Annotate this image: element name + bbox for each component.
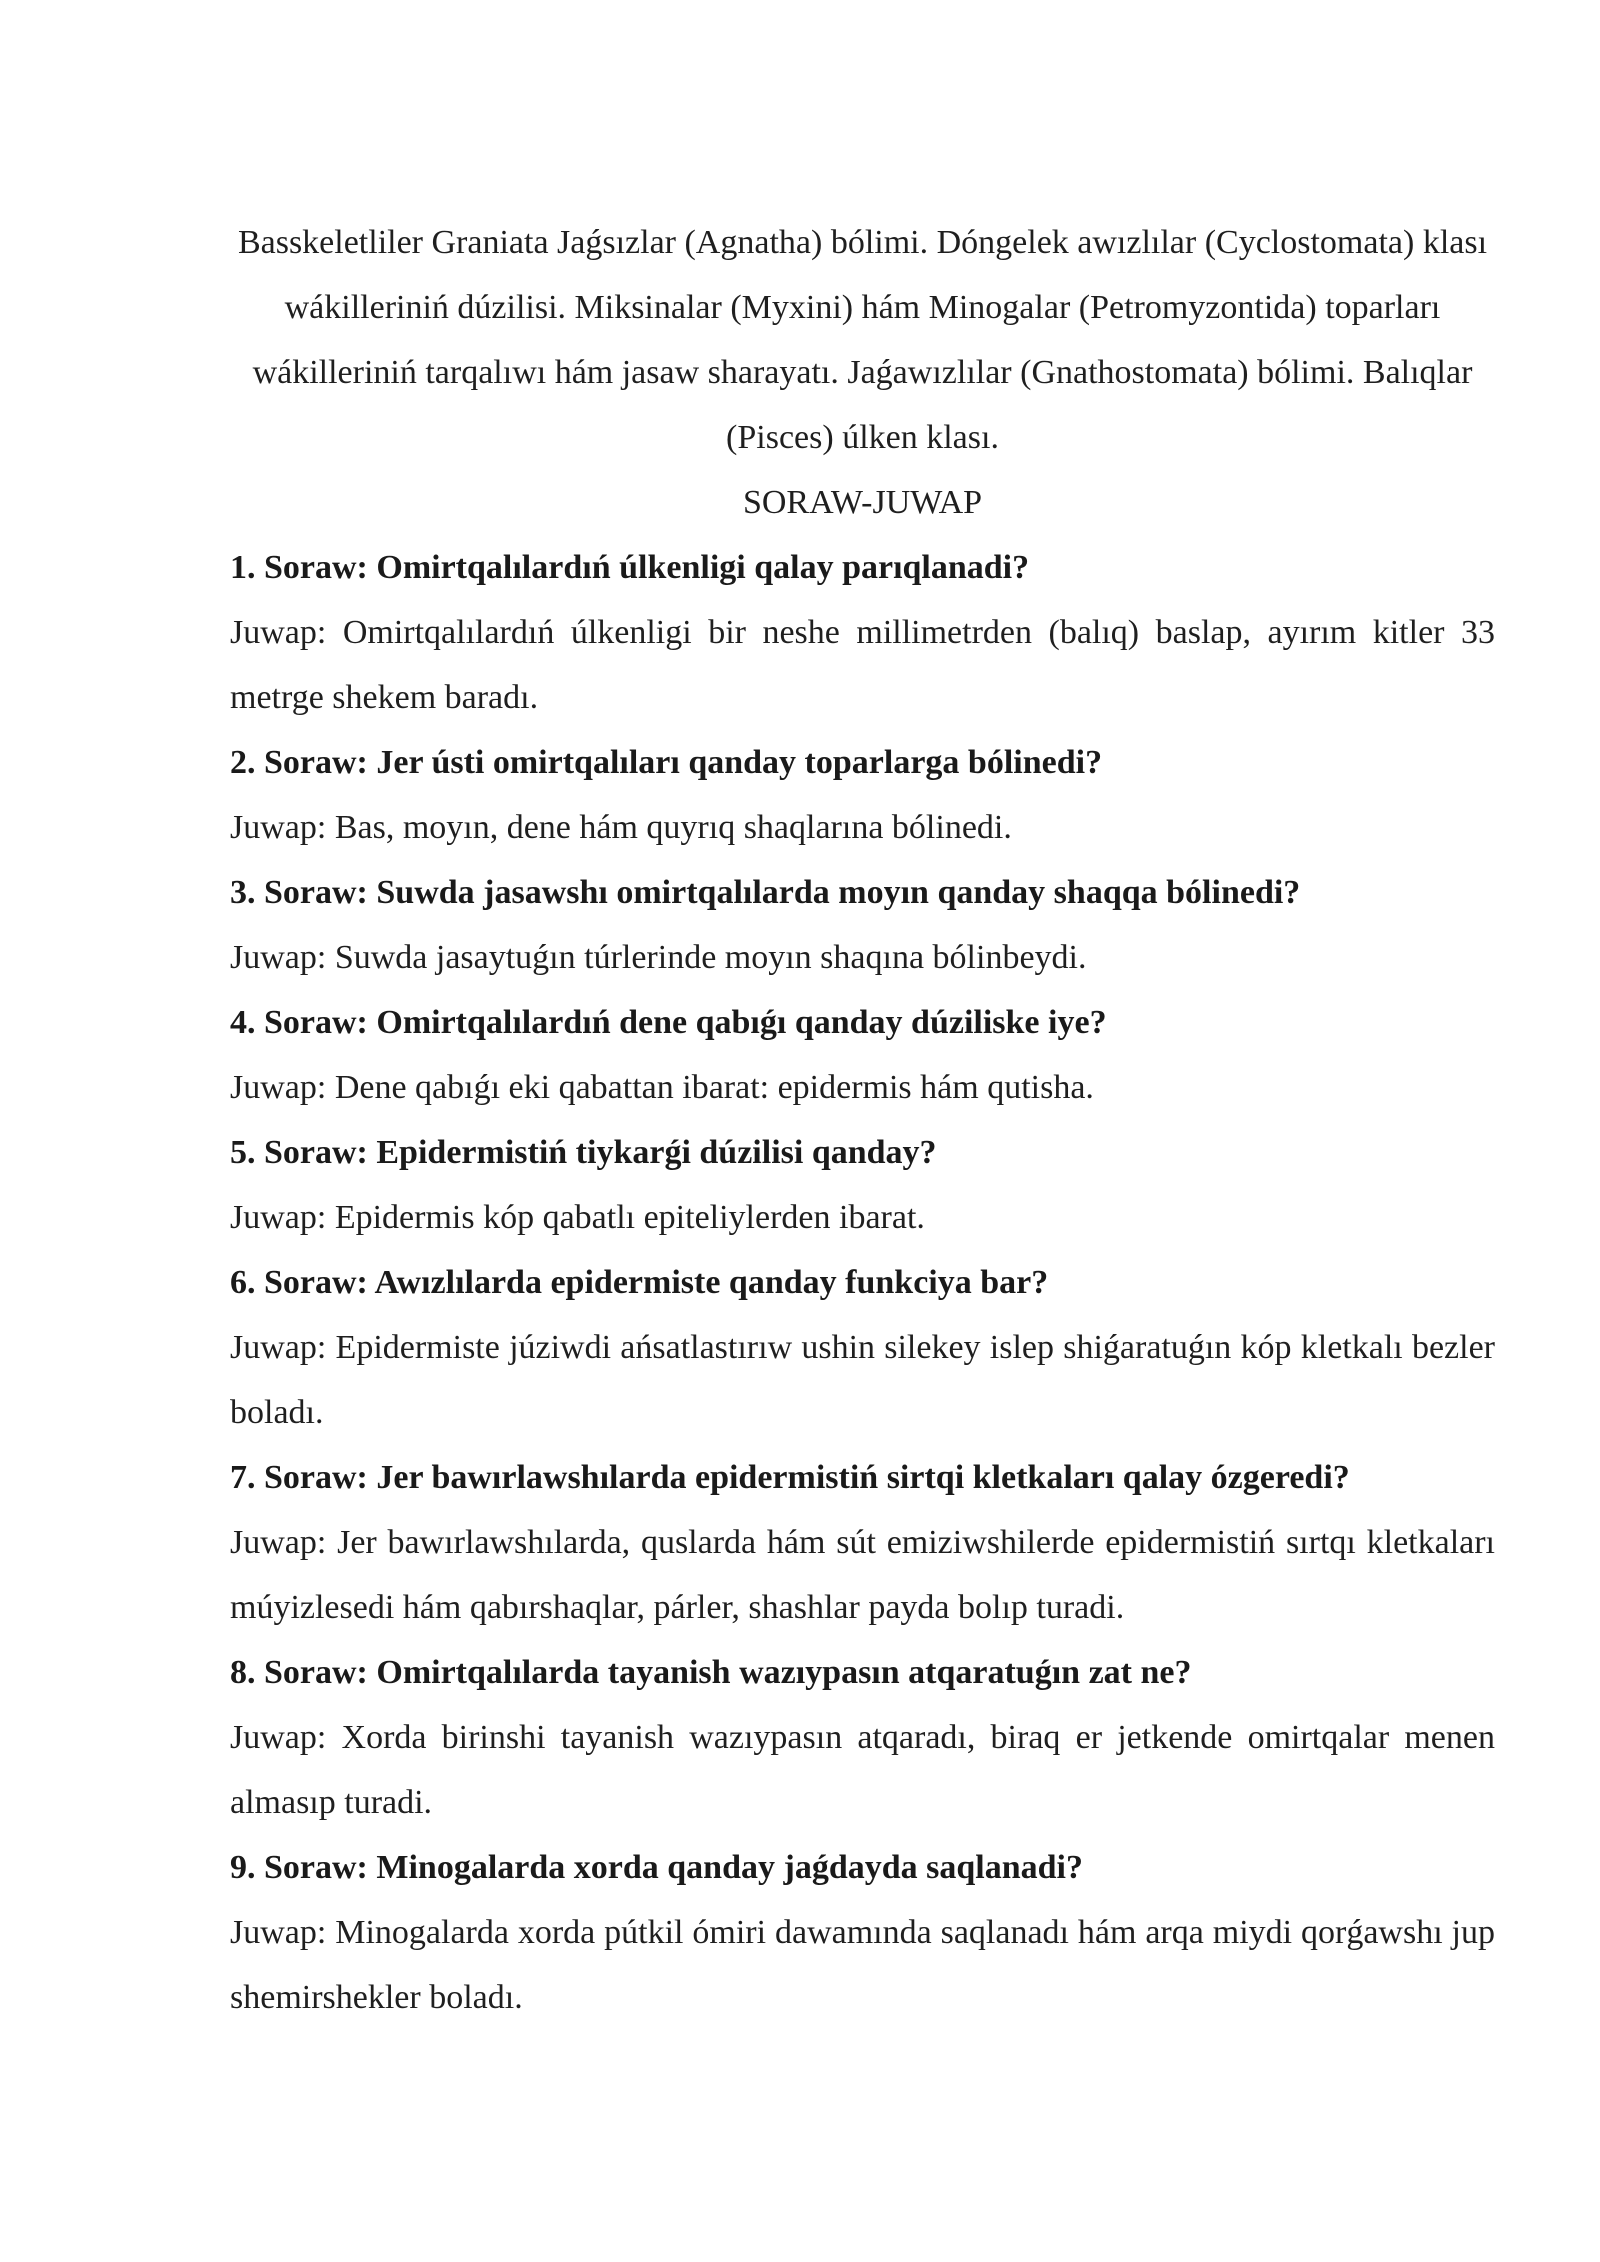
qa-item-7	[230, 1445, 1495, 1640]
question: 5. Soraw: Epidermistiń tiykarǵi dúzilisi qanday?	[230, 1134, 937, 1171]
question: 7. Soraw: Jer bawırlawshılarda epidermistiń sirtqi kletkaları qalay ózgeredi?	[230, 1459, 1350, 1496]
qa-item-1	[230, 535, 1495, 730]
qa-item-9	[230, 1835, 1495, 2030]
answer: Juwap: Dene qabıǵı eki qabattan ibarat: epidermis hám qutisha.	[230, 1069, 1094, 1106]
qa-item-3	[230, 860, 1495, 990]
answer: Juwap: Minogalarda xorda pútkil ómiri dawamında saqlanadı hám arqa miydi qorǵawshı jup shemirshekler boladı.	[230, 1914, 1495, 2016]
answer: Juwap: Omirtqalılardıń úlkenligi bir neshe millimetrden (balıq) baslap, ayırım kitler 33 metrge shekem baradı.	[230, 614, 1495, 716]
answer: Juwap: Epidermis kóp qabatlı epiteliylerden ibarat.	[230, 1199, 925, 1236]
question: 1. Soraw: Omirtqalılardıń úlkenligi qalay parıqlanadi?	[230, 549, 1030, 586]
answer: Juwap: Xorda birinshi tayanish wazıypasın atqaradı, biraq er jetkende omirtqalar menen almasıp turadi.	[230, 1719, 1495, 1821]
question: 8. Soraw: Omirtqalılarda tayanish wazıypasın atqaratuǵın zat ne?	[230, 1654, 1192, 1691]
answer: Juwap: Suwda jasaytuǵın túrlerinde moyın shaqına bólinbeydi.	[230, 939, 1087, 976]
qa-item-6	[230, 1250, 1495, 1445]
document-page	[230, 210, 1495, 2030]
qa-item-5	[230, 1120, 1495, 1250]
question: 2. Soraw: Jer ústi omirtqalıları qanday toparlarga bólinedi?	[230, 744, 1103, 781]
answer: Juwap: Jer bawırlawshılarda, quslarda hám sút emiziwshilerde epidermistiń sırtqı kletkaları múyizlesedi hám qabırshaqlar, párler, shashlar payda bolıp turadi.	[230, 1524, 1495, 1626]
qa-item-2	[230, 730, 1495, 860]
answer: Juwap: Bas, moyın, dene hám quyrıq shaqlarına bólinedi.	[230, 809, 1012, 846]
question: 9. Soraw: Minogalarda xorda qanday jaǵdayda saqlanadi?	[230, 1849, 1083, 1886]
qa-item-8	[230, 1640, 1495, 1835]
qa-item-4	[230, 990, 1495, 1120]
answer: Juwap: Epidermiste júziwdi ańsatlastırıw ushin silekey islep shiǵaratuǵın kóp kletkalı bezler boladı.	[230, 1329, 1495, 1431]
question: 6. Soraw: Awızlılarda epidermiste qanday funkciya bar?	[230, 1264, 1049, 1301]
section-title: SORAW-JUWAP	[742, 484, 983, 521]
intro-paragraph: Basskeletliler Graniata Jaǵsızlar (Agnatha) bólimi. Dóngelek awızlılar (Cyclostomata) klası wákilleriniń dúzilisi. Miksinalar (Myxini) hám Minogalar (Petromyzontida) toparları wákilleriniń tarqalıwı hám jasaw sharayatı. Jaǵawızlılar (Gnathostomata) bólimi. Balıqlar (Pisces) úlken klası.	[237, 224, 1488, 456]
question: 3. Soraw: Suwda jasawshı omirtqalılarda moyın qanday shaqqa bólinedi?	[230, 874, 1301, 911]
question: 4. Soraw: Omirtqalılardıń dene qabıǵı qanday dúziliske iye?	[230, 1004, 1107, 1041]
